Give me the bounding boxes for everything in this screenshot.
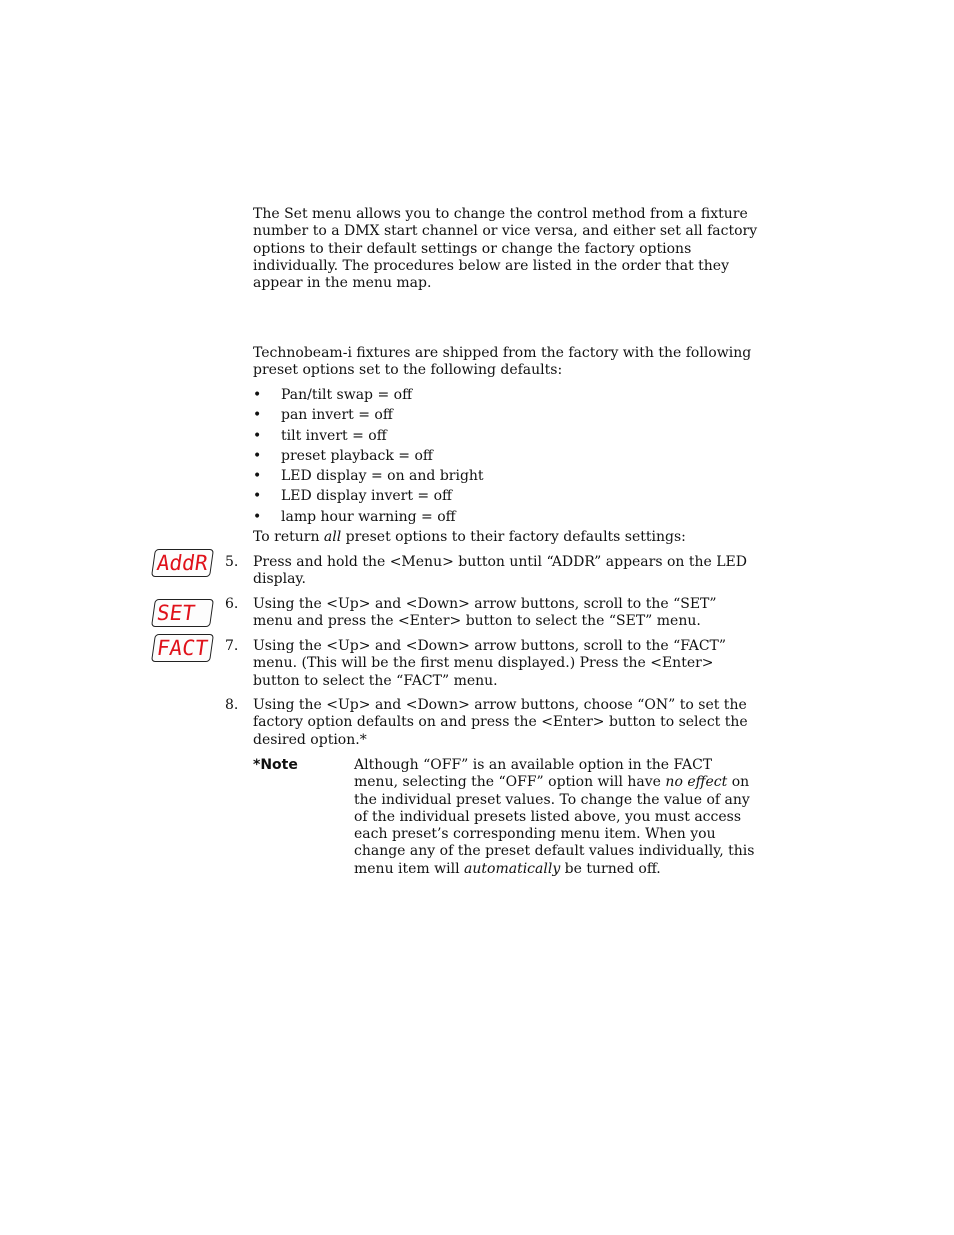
list-item-text: lamp hour warning = off [281, 508, 456, 525]
return-instruction [253, 529, 758, 546]
led-display-set-icon: SET [151, 599, 214, 627]
step-number: 6. [225, 596, 239, 612]
list-item-text: Pan/tilt swap = off [281, 387, 413, 403]
list-item-text: pan invert = off [281, 407, 393, 424]
note-text-part: Although “OFF” is an available option in the FACT menu, selecting the “OFF” option will have [354, 757, 713, 791]
note-text-part: be turned off. [560, 860, 661, 877]
step-number: 7. [225, 638, 239, 654]
list-item-text: LED display invert = off [281, 488, 452, 505]
bullet-icon: • [253, 387, 262, 403]
led-display-addr-icon: AddR [151, 549, 214, 577]
defaults-intro-paragraph: Technobeam-i fixtures are shipped from the factory with the following preset options set to the following defaults: [253, 345, 752, 379]
bullet-icon: • [253, 407, 262, 424]
bullet-icon: • [253, 488, 262, 505]
list-item-text: tilt invert = off [281, 427, 387, 444]
list-item [253, 509, 484, 529]
list-item [253, 448, 484, 468]
step-text: Using the <Up> and <Down> arrow buttons, scroll to the “FACT” menu. (This will be the first menu displayed.) Press the <Enter> button to select the “FACT” menu. [253, 638, 727, 689]
return-text-emphasis: all [323, 529, 342, 545]
step-text: Using the <Up> and <Down> arrow buttons, scroll to the “SET” menu and press the <Enter> button to select the “SET” menu. [253, 596, 717, 630]
led-display-fact-icon: FACT [151, 634, 214, 662]
note-emphasis: automatically [464, 860, 561, 877]
step-text: Using the <Up> and <Down> arrow buttons, choose “ON” to set the factory option defaults on and press the <Enter> button to select the desired option.* [253, 697, 748, 748]
list-item [253, 428, 484, 448]
note-label: *Note [253, 757, 298, 773]
bullet-icon: • [253, 468, 262, 485]
list-item-text: LED display = on and bright [281, 468, 484, 485]
bullet-icon: • [253, 508, 262, 525]
step-number: 5. [225, 554, 239, 570]
factory-defaults-list [253, 387, 484, 529]
note-emphasis: no effect [665, 774, 728, 791]
list-item-text: preset playback = off [281, 447, 433, 464]
note-text-part: on the individual preset values. To change the value of any of the individual presets listed above, you must access each preset’s corresponding menu item. When you change any of the preset default values individually, this menu item will [354, 774, 755, 877]
step-number: 8. [225, 697, 239, 713]
list-item [253, 468, 484, 488]
list-item [253, 488, 484, 508]
list-item [253, 387, 484, 407]
note-text [354, 757, 759, 878]
step-text: Press and hold the <Menu> button until “ADDR” appears on the LED display. [253, 554, 747, 588]
list-item [253, 407, 484, 427]
intro-paragraph: The Set menu allows you to change the control method from a fixture number to a DMX start channel or vice versa, and either set all factory options to their default settings or change the factory options individually. The procedures below are listed in the order that they appear in the menu map. [253, 206, 758, 292]
bullet-icon: • [253, 447, 262, 464]
bullet-icon: • [253, 427, 262, 444]
return-text-end: preset options to their factory defaults settings: [341, 529, 686, 545]
return-text-start: To return [253, 529, 324, 545]
